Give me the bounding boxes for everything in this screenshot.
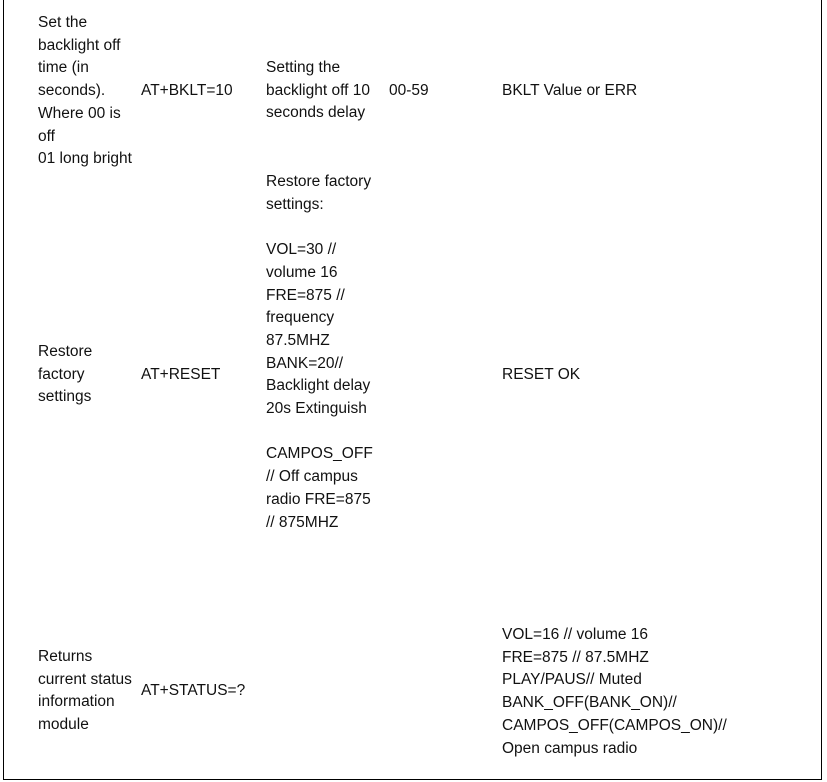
row-2-explanation: Restore factory settings: VOL=30 // volume 16 FRE=875 // frequency 87.5MHZ BANK=20// Backlight delay 20s Extinguish CAMPOS_OFF // Off campus radio FRE=875 // 875MHZ (266, 173, 373, 531)
row-1-explanation: Setting the backlight off 10 seconds delay (266, 59, 370, 122)
row-1-range: 00-59 (389, 82, 429, 99)
row-2-command: AT+RESET (141, 366, 221, 383)
row-1-returns: BKLT Value or ERR (502, 82, 638, 99)
row-1-command: AT+BKLT=10 (141, 82, 233, 99)
row-1-description: Set the backlight off time (in seconds). Where 00 is off 01 long bright (38, 14, 132, 168)
row-3-description: Returns current status information module (38, 648, 132, 734)
row-2-returns: RESET OK (502, 366, 581, 383)
row-2-description: Restore factory settings (38, 343, 93, 406)
row-3-command: AT+STATUS=? (141, 682, 246, 699)
row-3-returns: VOL=16 // volume 16 FRE=875 // 87.5MHZ PLAY/PAUS// Muted BANK_OFF(BANK_ON)// CAMPOS_OFF(CAMPOS_ON)// Open campus radio (502, 626, 727, 757)
